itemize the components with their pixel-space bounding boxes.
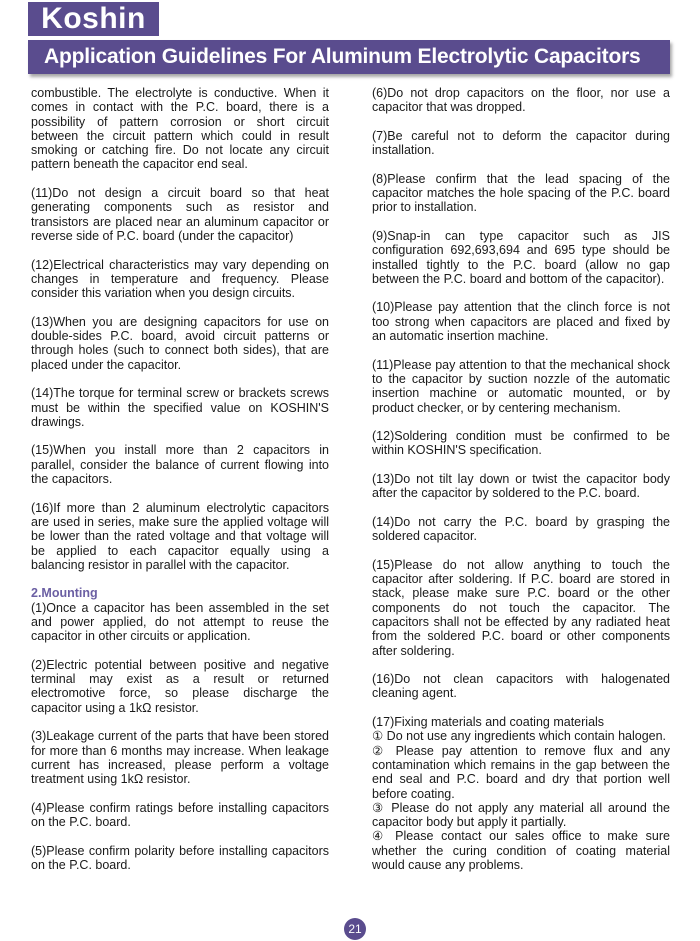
company-logo: Koshin — [28, 2, 159, 36]
page-title-bar — [28, 40, 670, 74]
paragraph-mounting-1: (1)Once a capacitor has been assembled in the set and power applied, do not attempt to reuse the capacitor in other circuits or application. — [31, 600, 329, 644]
page-title: Application Guidelines For Aluminum Electrolytic Capacitors — [44, 45, 641, 68]
paragraph-mounting-9: (9)Snap-in can type capacitor such as JIS configuration 692,693,694 and 695 type should be installed tightly to the P.C. board (allow no gap between the P.C. board and bottom of the capacitor). — [372, 228, 670, 286]
paragraph-mounting-8: (8)Please confirm that the lead spacing of the capacitor matches the hole spacing of the P.C. board prior to installation. — [372, 171, 670, 215]
paragraph-mounting-14: (14)Do not carry the P.C. board by grasping the soldered capacitor. — [372, 514, 670, 544]
paragraph-mounting-6: (6)Do not drop capacitors on the floor, nor use a capacitor that was dropped. — [372, 86, 670, 115]
left-column — [31, 86, 329, 887]
paragraph-mounting-17-heading: (17)Fixing materials and coating materials — [372, 715, 605, 730]
paragraph-mounting-7: (7)Be careful not to deform the capacitor during installation. — [372, 128, 670, 158]
paragraph-mounting-13: (13)Do not tilt lay down or twist the capacitor body after the capacitor by soldered to the P.C. board. — [372, 472, 670, 501]
paragraph-item-14: (14)The torque for terminal screw or brackets screws must be within the specified value on KOSHIN'S drawings. — [31, 386, 329, 429]
paragraph-mounting-17-point-4: ④ Please contact our sales office to make sure whether the curing condition of coating material would cause any problems. — [372, 829, 670, 873]
paragraph-item-12: (12)Electrical characteristics may vary depending on changes in temperature and frequency. Please consider this variation when you design circuits. — [31, 257, 329, 301]
paragraph-mounting-16: (16)Do not clean capacitors with halogenated cleaning agent. — [372, 672, 670, 701]
section-heading-mounting: 2.Mounting — [31, 586, 98, 601]
paragraph-mounting-17-point-2: ② Please pay attention to remove flux and any contamination which remains in the gap between the end seal and P.C. board and dry that portion well before coating. — [372, 743, 670, 801]
paragraph-mounting-2: (2)Electric potential between positive and negative terminal may exist as a result or returned electromotive force, so please discharge the capacitor using a 1kΩ resistor. — [31, 657, 329, 715]
paragraph-mounting-3: (3)Leakage current of the parts that have been stored for more than 6 months may increase. When leakage current has increased, please perform a voltage treatment using 1kΩ resistor. — [31, 729, 329, 787]
paragraph-item-16: (16)If more than 2 aluminum electrolytic capacitors are used in series, make sure the applied voltage will be lower than the rated voltage and that voltage will be applied to each capacitor equally using a balancing resistor in parallel with the capacitor. — [31, 500, 329, 572]
paragraph-mounting-17-point-1: ① Do not use any ingredients which contain halogen. — [372, 729, 667, 744]
paragraph-mounting-15: (15)Please do not allow anything to touch the capacitor after soldering. If P.C. board are stored in stack, please make sure P.C. board or the other components do not touch the capacitor. The capacitors shall not be effected by any radiated heat from the soldered P.C. board or other components after soldering. — [372, 557, 670, 658]
paragraph-mounting-11: (11)Please pay attention to that the mechanical shock to the capacitor by suction nozzle of the automatic insertion machine or automatic mounted, or by product checker, or by centering mechanism. — [372, 357, 670, 415]
paragraph-item-13: (13)When you are designing capacitors for use on double-sides P.C. board, avoid circuit patterns or through holes (such to connect both sides), that are placed under the capacitor. — [31, 314, 329, 372]
paragraph-mounting-5: (5)Please confirm polarity before installing capacitors on the P.C. board. — [31, 843, 329, 873]
right-column — [372, 86, 670, 872]
paragraph-item-15: (15)When you install more than 2 capacitors in parallel, consider the balance of current flowing into the capacitors. — [31, 443, 329, 487]
paragraph-mounting-12: (12)Soldering condition must be confirmed to be within KOSHIN'S specification. — [372, 429, 670, 458]
paragraph-mounting-17-point-3: ③ Please do not apply any material all around the capacitor body but apply it partially. — [372, 800, 670, 830]
page-number-badge: 21 — [344, 918, 366, 940]
paragraph-mounting-4: (4)Please confirm ratings before installing capacitors on the P.C. board. — [31, 800, 329, 830]
paragraph-mounting-10: (10)Please pay attention that the clinch force is not too strong when capacitors are placed and fixed by an automatic insertion machine. — [372, 300, 670, 344]
paragraph-item-11: (11)Do not design a circuit board so that heat generating components such as resistor and transistors are placed near an aluminum capacitor or reverse side of P.C. board (under the capacitor) — [31, 186, 329, 243]
paragraph-intro: combustible. The electrolyte is conductive. When it comes in contact with the P.C. board, there is a possibility of pattern corrosion or short circuit between the circuit pattern which could in result smoking or catching fire. Do not locate any circuit pattern beneath the capacitor end seal. — [31, 86, 329, 172]
